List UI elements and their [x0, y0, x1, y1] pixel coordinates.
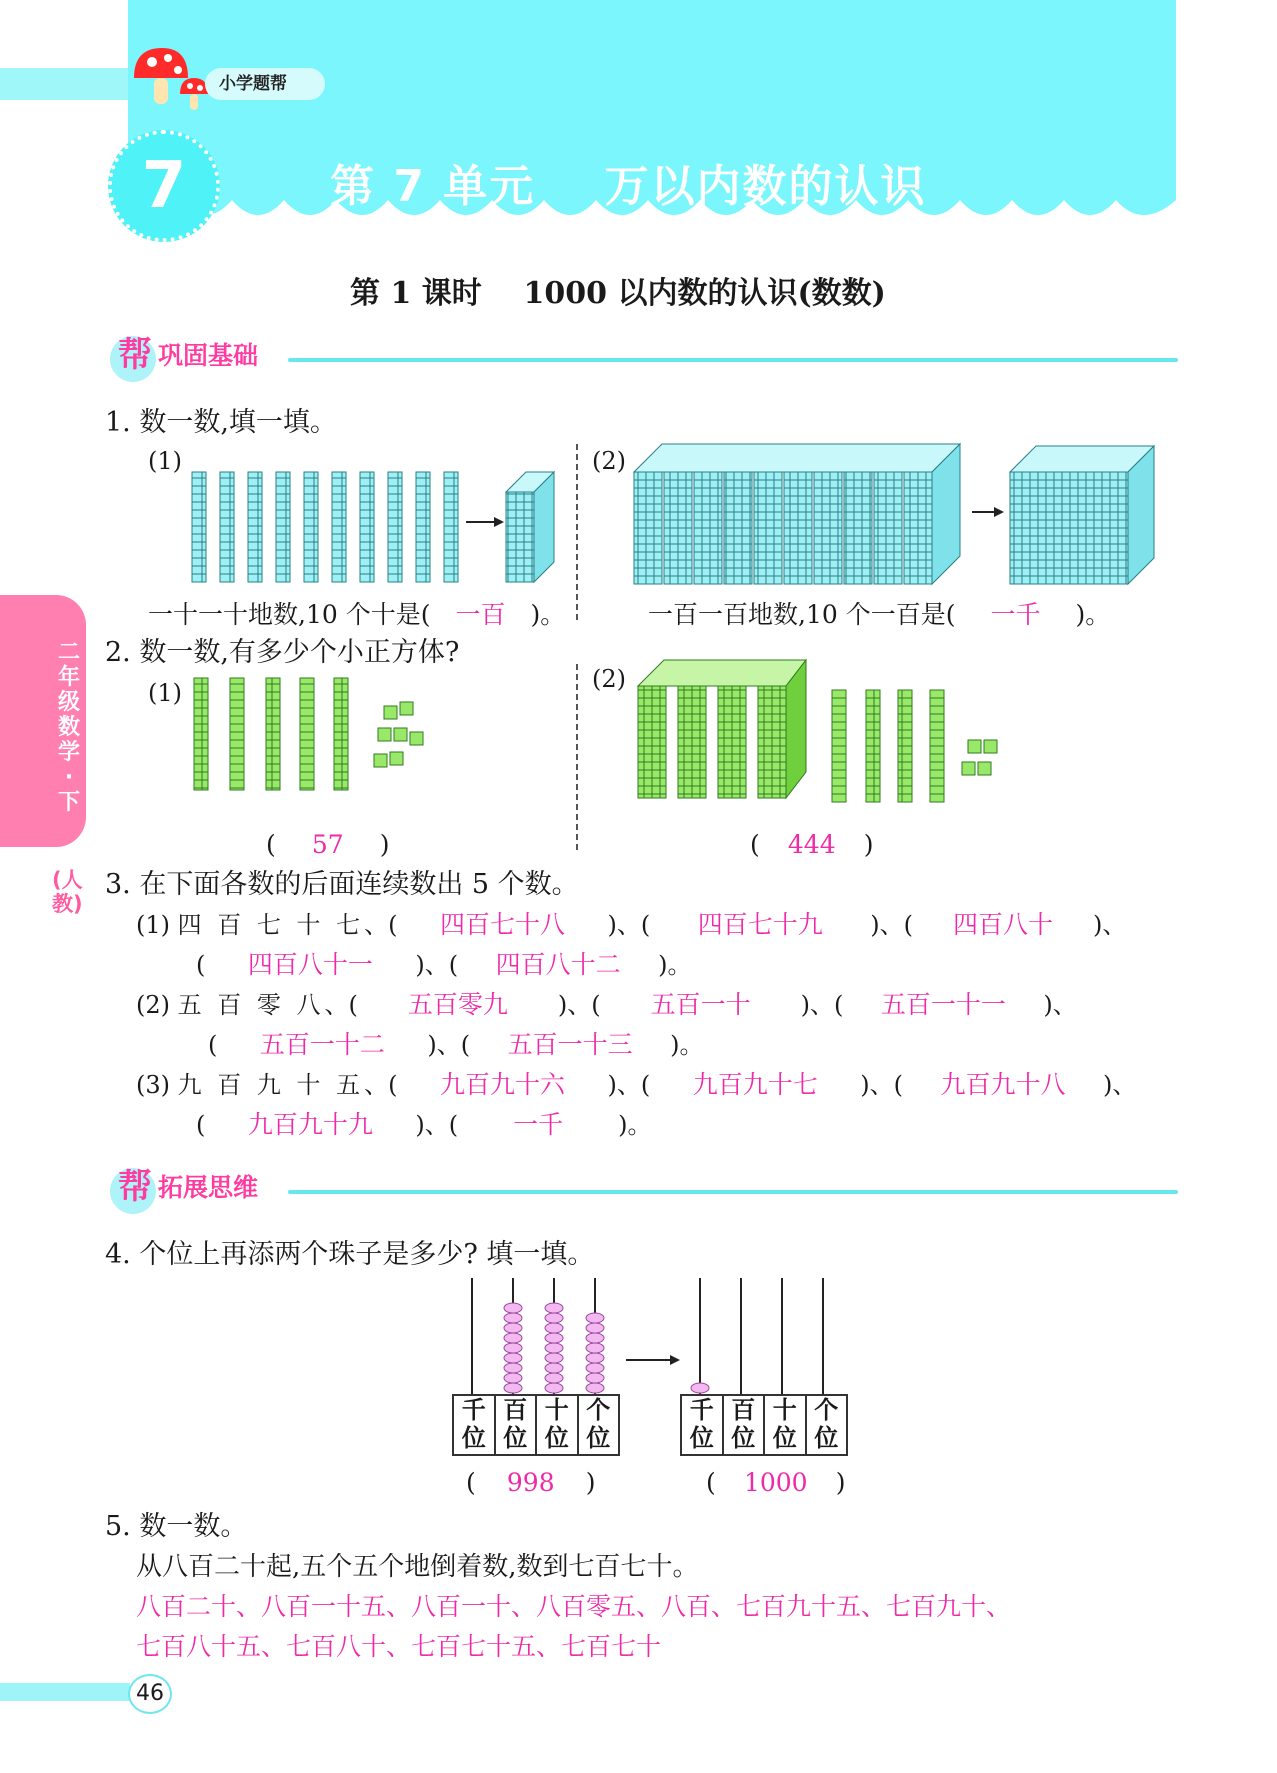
abacus-bead: [504, 1333, 522, 1343]
abacus-bead: [504, 1383, 522, 1393]
q2-part2-answer-line: ( 444 ): [750, 828, 874, 862]
place-thousands: [682, 1396, 724, 1454]
abacus-bead: [586, 1333, 604, 1343]
abacus-bead: [586, 1373, 604, 1383]
q2-part1-answer: 57: [311, 830, 344, 859]
place-top-text: 百: [731, 1396, 756, 1424]
q2-part2-answer: 444: [787, 830, 836, 859]
abacus-bead: [545, 1303, 563, 1313]
section-basic: [118, 332, 1178, 382]
q1-ten-rods-figure: [188, 470, 568, 590]
q5-prompt: 5. 数一数。: [105, 1511, 248, 1542]
q3-row3-line1: (3) 九 百 九 十 五、( 九百九十六 )、( 九百九十七 )、( 九百九十八 )、: [136, 1068, 1136, 1102]
mushroom-icon: [128, 44, 212, 114]
q1-part2-line: [648, 598, 1110, 632]
q2-part1-figure: [188, 676, 448, 796]
abacus-bead: [504, 1363, 522, 1373]
q3-row1-start: 四 百 七 十 七: [177, 911, 365, 939]
place-bottom-text: 位: [772, 1424, 797, 1452]
arrow-icon: [466, 517, 504, 527]
place-ones: [807, 1396, 847, 1454]
q3-row1-answer-4: 四百八十一: [247, 950, 373, 979]
abacus-left-labels: [452, 1394, 620, 1456]
abacus-bead: [586, 1313, 604, 1323]
q3-row3-line2: ( 九百九十九 )、( 一千 )。: [196, 1108, 651, 1142]
q2-part2-figure: [636, 658, 1016, 808]
abacus-bead: [586, 1323, 604, 1333]
abacus-bead: [691, 1383, 709, 1393]
q1-part2-text: 一百一百地数,10 个一百是(: [648, 600, 956, 629]
q1-part1-tag: (1): [148, 447, 182, 475]
q3-row1-answer-1: 四百七十八: [440, 910, 566, 939]
green-hundred-flats: [638, 660, 806, 798]
place-tens: [537, 1396, 579, 1454]
place-bottom-text: 位: [586, 1424, 611, 1452]
q3-row3-answer-4: 九百九十九: [247, 1110, 373, 1139]
place-top-text: 个: [586, 1396, 611, 1424]
place-bottom-text: 位: [689, 1424, 714, 1452]
side-tab-grade: 二年级数学·下: [57, 640, 80, 815]
green-ten-rods: [832, 690, 944, 802]
green-ten-rods: [194, 678, 348, 790]
section-bang: 帮: [118, 1167, 152, 1207]
abacus-bead: [504, 1353, 522, 1363]
page-number: 46: [128, 1674, 172, 1714]
section-rule: [288, 1190, 1178, 1194]
place-top-text: 个: [814, 1396, 839, 1424]
q1-part1-answer: 一百: [455, 600, 506, 629]
q1-part1-text: 一十一十地数,10 个十是(: [148, 600, 431, 629]
q2-prompt: 2. 数一数,有多少个小正方体?: [105, 637, 460, 668]
section-bang: 帮: [118, 335, 152, 375]
q2-part2-tag: (2): [592, 665, 626, 693]
q3-row1-answer-5: 四百八十二: [495, 950, 621, 979]
q3-row2-answer-1: 五百零九: [407, 990, 508, 1019]
q4-right-answer-line: ( 1000 ): [706, 1466, 846, 1500]
q3-row2-answer-5: 五百一十三: [507, 1030, 633, 1059]
abacus-bead: [504, 1303, 522, 1313]
q3-row3-answer-2: 九百九十七: [692, 1070, 818, 1099]
green-unit-cubes: [962, 740, 997, 775]
q3-row3-answer-1: 九百九十六: [440, 1070, 566, 1099]
place-bottom-text: 位: [731, 1424, 756, 1452]
q1-divider: [576, 444, 578, 620]
abacus-bead: [586, 1343, 604, 1353]
unit-title: 第 7 单元 万以内数的认识: [330, 161, 927, 212]
unit-number-badge: 7: [108, 130, 220, 242]
place-top-text: 十: [772, 1396, 797, 1424]
q2-part1-answer-line: ( 57 ): [266, 828, 390, 862]
arrow-icon: [972, 507, 1004, 517]
page-bar: [0, 1683, 130, 1701]
q1-part2-tag: (2): [592, 447, 626, 475]
place-tens: [765, 1396, 807, 1454]
abacus-bead: [504, 1373, 522, 1383]
q1-part2-close: )。: [1075, 600, 1111, 629]
q1-prompt: 1. 数一数,填一填。: [105, 407, 337, 438]
place-ones: [579, 1396, 619, 1454]
q3-row3-answer-5: 一千: [513, 1110, 564, 1139]
brand-label: 小学题帮: [205, 68, 325, 100]
abacus-bead: [504, 1313, 522, 1323]
q5-instruction: 从八百二十起,五个五个地倒着数,数到七百七十。: [136, 1552, 699, 1582]
q4-left-answer-line: ( 998 ): [466, 1466, 596, 1500]
abacus-bead: [545, 1313, 563, 1323]
q2-part1-tag: (1): [148, 679, 182, 707]
q5-answer-line-2: 七百八十五、七百八十、七百七十五、七百七十: [136, 1632, 662, 1661]
banner-stripe: [0, 68, 140, 100]
q1-part1-line: [148, 598, 565, 632]
q4-right-answer: 1000: [743, 1468, 808, 1497]
q3-row2-answer-2: 五百一十: [650, 990, 751, 1019]
place-hundreds: [724, 1396, 766, 1454]
q3-row3-start: 九 百 九 十 五: [177, 1071, 365, 1099]
q1-hundred-flats-figure: [630, 440, 1170, 590]
abacus-bead: [545, 1323, 563, 1333]
abacus-bead: [545, 1333, 563, 1343]
abacus-bead: [586, 1353, 604, 1363]
section-extend: [118, 1164, 1178, 1214]
q4-left-answer: 998: [506, 1468, 555, 1497]
q3-prompt: 3. 在下面各数的后面连续数出 5 个数。: [105, 869, 579, 900]
section-label: 拓展思维: [158, 1173, 259, 1202]
abacus-bead: [504, 1323, 522, 1333]
abacus-bead: [504, 1343, 522, 1353]
place-top-text: 十: [544, 1396, 569, 1424]
place-bottom-text: 位: [814, 1424, 839, 1452]
q3-row1-answer-2: 四百七十九: [697, 910, 823, 939]
place-hundreds: [496, 1396, 538, 1454]
q3-row1-tag: (1): [136, 911, 170, 939]
abacus-bead: [545, 1373, 563, 1383]
q3-row3-answer-3: 九百九十八: [940, 1070, 1066, 1099]
abacus-left-rods: [452, 1276, 627, 1396]
abacus-right-labels: [680, 1394, 848, 1456]
abacus-right-rods: [680, 1276, 855, 1396]
hundred-flat: [506, 472, 554, 582]
q3-row2-answer-4: 五百一十二: [259, 1030, 385, 1059]
section-rule: [288, 358, 1178, 362]
place-bottom-text: 位: [461, 1424, 486, 1452]
q3-row1-line1: (1) 四 百 七 十 七、( 四百七十八 )、( 四百七十九 )、( 四百八十 )、: [136, 908, 1126, 942]
q3-row2-line1: (2) 五 百 零 八、( 五百零九 )、( 五百一十 )、( 五百一十一 )、: [136, 988, 1077, 1022]
place-thousands: [454, 1396, 496, 1454]
q3-row3-tag: (3): [136, 1071, 170, 1099]
place-bottom-text: 位: [503, 1424, 528, 1452]
section-label: 巩固基础: [158, 341, 259, 370]
abacus-bead: [545, 1353, 563, 1363]
lesson-title: 第 1 课时 1000 以内数的认识(数数): [350, 276, 886, 311]
q3-row2-start: 五 百 零 八: [177, 991, 325, 1019]
thousand-cube: [1010, 446, 1154, 584]
abacus-bead: [545, 1343, 563, 1353]
abacus-bead: [586, 1363, 604, 1373]
ten-rods: [192, 472, 458, 582]
place-bottom-text: 位: [544, 1424, 569, 1452]
q2-divider: [576, 664, 578, 850]
green-unit-cubes: [374, 702, 423, 767]
arrow-icon: [624, 1350, 684, 1370]
q3-row2-line2: ( 五百一十二 )、( 五百一十三 )。: [208, 1028, 703, 1062]
place-top-text: 百: [503, 1396, 528, 1424]
q3-row1-line2: ( 四百八十一 )、( 四百八十二 )。: [196, 948, 691, 982]
abacus-bead: [545, 1383, 563, 1393]
q3-row2-answer-3: 五百一十一: [880, 990, 1006, 1019]
q1-part1-close: )。: [530, 600, 566, 629]
place-top-text: 千: [689, 1396, 714, 1424]
side-tab-publisher: (人教): [52, 868, 83, 916]
q5-answer-line-1: 八百二十、八百一十五、八百一十、八百零五、八百、七百九十五、七百九十、: [136, 1592, 1012, 1621]
q3-row2-tag: (2): [136, 991, 170, 1019]
q1-part2-answer: 一千: [990, 600, 1041, 629]
hundred-flats: [634, 444, 960, 584]
q4-prompt: 4. 个位上再添两个珠子是多少? 填一填。: [105, 1239, 595, 1270]
place-top-text: 千: [461, 1396, 486, 1424]
q3-row1-answer-3: 四百八十: [952, 910, 1053, 939]
abacus-bead: [586, 1383, 604, 1393]
abacus-bead: [545, 1363, 563, 1373]
